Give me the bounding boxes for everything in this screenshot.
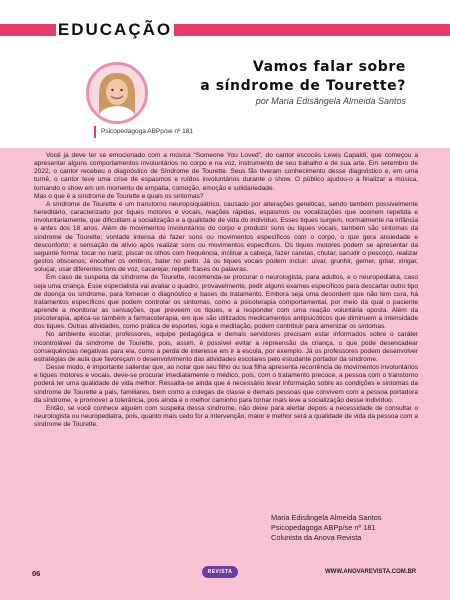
- page-number: 06: [32, 569, 41, 578]
- author-photo: [86, 62, 148, 124]
- article-paragraph: A síndrome de Tourette é um transtorno neuropsiquiátrico, causado por alterações genéticas, sendo também possivelmente hereditário, caracterizado por tiques motores e vocais, reações rápidas, espasmos ou vocalizações que ocorrem repetida e involuntariamente, que dificultam a socialização e a qualidade de vida do indivíduo. Esses tiques surgem, normalmente na infância e antes dos 18 anos. Além de movimentos involuntários do corpo e produzir sons ou tiques vocais, também são sintomas da síndrome de Tourette: vontade intensa de fazer sons ou movimentos específicos com o corpo, o que gera ansiedade e desconforto; e sensação de alívio após realizar sons ou movimentos específicos. Os tiques motores podem se apresentar da seguinte forma: tocar no nariz, piscar os olhos com frequência, inclinar a cabeça, fazer caretas, chutar, sacudir o pescoço, realizar gestos obscenos; encolher os ombros, bater no peito. Já os tiques vocais podem incluir: uivar, grunhir, gemer, gritar, xingar, soluçar, usar diferentes tons de voz, cacarejar, repetir frases ou palavras.: [34, 200, 418, 274]
- signature-name: Maria Edisângela Almeida Santos: [271, 513, 382, 522]
- section-label: EDUCAÇÃO: [57, 20, 173, 39]
- section-accent-bar-left: [0, 24, 56, 36]
- article-title-line-1: Vamos falar sobre: [252, 59, 406, 75]
- magazine-logo: REVISTA: [202, 566, 238, 578]
- signature-column: Colunista da Anova Revista: [271, 533, 362, 542]
- article-body: [34, 152, 418, 429]
- article-paragraph: Desse modo, é importante salientar que, ao notar que seu filho ou sua filha apresenta recorrência de movimentos involuntários e tiques motores e vocais, deve-se procurar imediatamente o médico, pois, com o tratamento precoce, a pessoa com o transtorno poderá ter uma qualidade de vida melhor. Ressalta-se ainda que é necessário levar informação sobre as condições e sintomas da síndrome de Tourette a pais, familiares, bem como a colegas de classe e demais pessoas que convivem com a pessoa portadora da síndrome, e promover a tolerância, pois ainda é o melhor caminho para tornar mais leve a socialização desse indivíduo.: [34, 364, 418, 404]
- author-credit: Psicopedagoga ABPp/se nº 181: [94, 126, 193, 138]
- footer-url[interactable]: WWW.ANOVAREVISTA.COM.BR: [325, 569, 417, 575]
- article-paragraph: Em caso de suspeita da síndrome de Tourette, recomenda-se procurar o neurologista, para adultos, e o neuropediatra, caso seja uma criança. Esse especialista vai avaliar o quadro, provavelmente, pedir alguns exames específicos para descartar outro tipo de doença ou síndrome, para fornecer o diagnóstico e bases do tratamento. Embora seja uma desordem que não tem cura, há tratamentos específicos que podem controlar os sintomas, como a psicoterapia comportamental, por meio da qual o paciente aprende a monitorar as sensações, que preveem os tiques, e a responder com uma reação voluntária oposta. Além da psicoterapia, aplica-se também a farmacoterapia, em que são utilizados medicamentos antipsicóticos que diminuem a intensidade dos tiques. Outras atividades, como prática de esportes, ioga e meditação, podem contribuir para amenizar os sintomas.: [34, 274, 418, 331]
- author-signature: [271, 513, 382, 543]
- article-byline: por Maria Edisângela Almeida Santos: [255, 96, 406, 106]
- article-paragraph: Então, se você conhece alguém com suspeita dessa síndrome, não deixe para alertar depois a necessidade de consultar o neurologista ou neuropediatra, pois, quanto mais cedo for a intervenção, maior e melhor será a qualidade de vida da pessoa com a síndrome de Tourette.: [34, 404, 418, 429]
- article-paragraph: Você já deve ter se emocionado com a música “Someone You Loved”, do cantor escocês Lewis Capaldi, que começou a apresentar alguns comportamentos involuntários no corpo e na voz, instrumento de seu trabalho e de sua arte. Em setembro de 2022, o cantor recebeu o diagnóstico de Síndrome de Tourette. Seus fãs tiveram conhecimento desse diagnóstico e, em uma turnê, o cantor teve uma crise de espasmos e ruídos involuntários durante o show. O público ajudou-o a finalizar a música, tornando o show em um momento de empatia, comoção, emoção e solidariedade.: [34, 152, 418, 192]
- section-accent-bar-right: [174, 24, 450, 36]
- article-title-line-2: a síndrome de Tourette?: [200, 78, 406, 94]
- article-paragraph: No ambiente escolar, professores, equipe pedagógica e demais servidores precisam estar informados sobre o caráter incontrolável da síndrome de Tourette, pois, assim, é possível evitar a repreensão da criança, o que pode desencadear consequências negativas para ela, como a perda de interesse em ir à escola, por exemplo. Já os professores podem desenvolver estratégias de aula que favoreçam o desenvolvimento das atividades escolares pelo estudante portador da síndrome.: [34, 331, 418, 363]
- article-paragraph: Mas o que é a síndrome de Tourette e quais os sintomas?: [34, 192, 204, 200]
- signature-credential: Psicopedagoga ABPp/se nº 181: [271, 523, 376, 532]
- article-title: [200, 58, 406, 96]
